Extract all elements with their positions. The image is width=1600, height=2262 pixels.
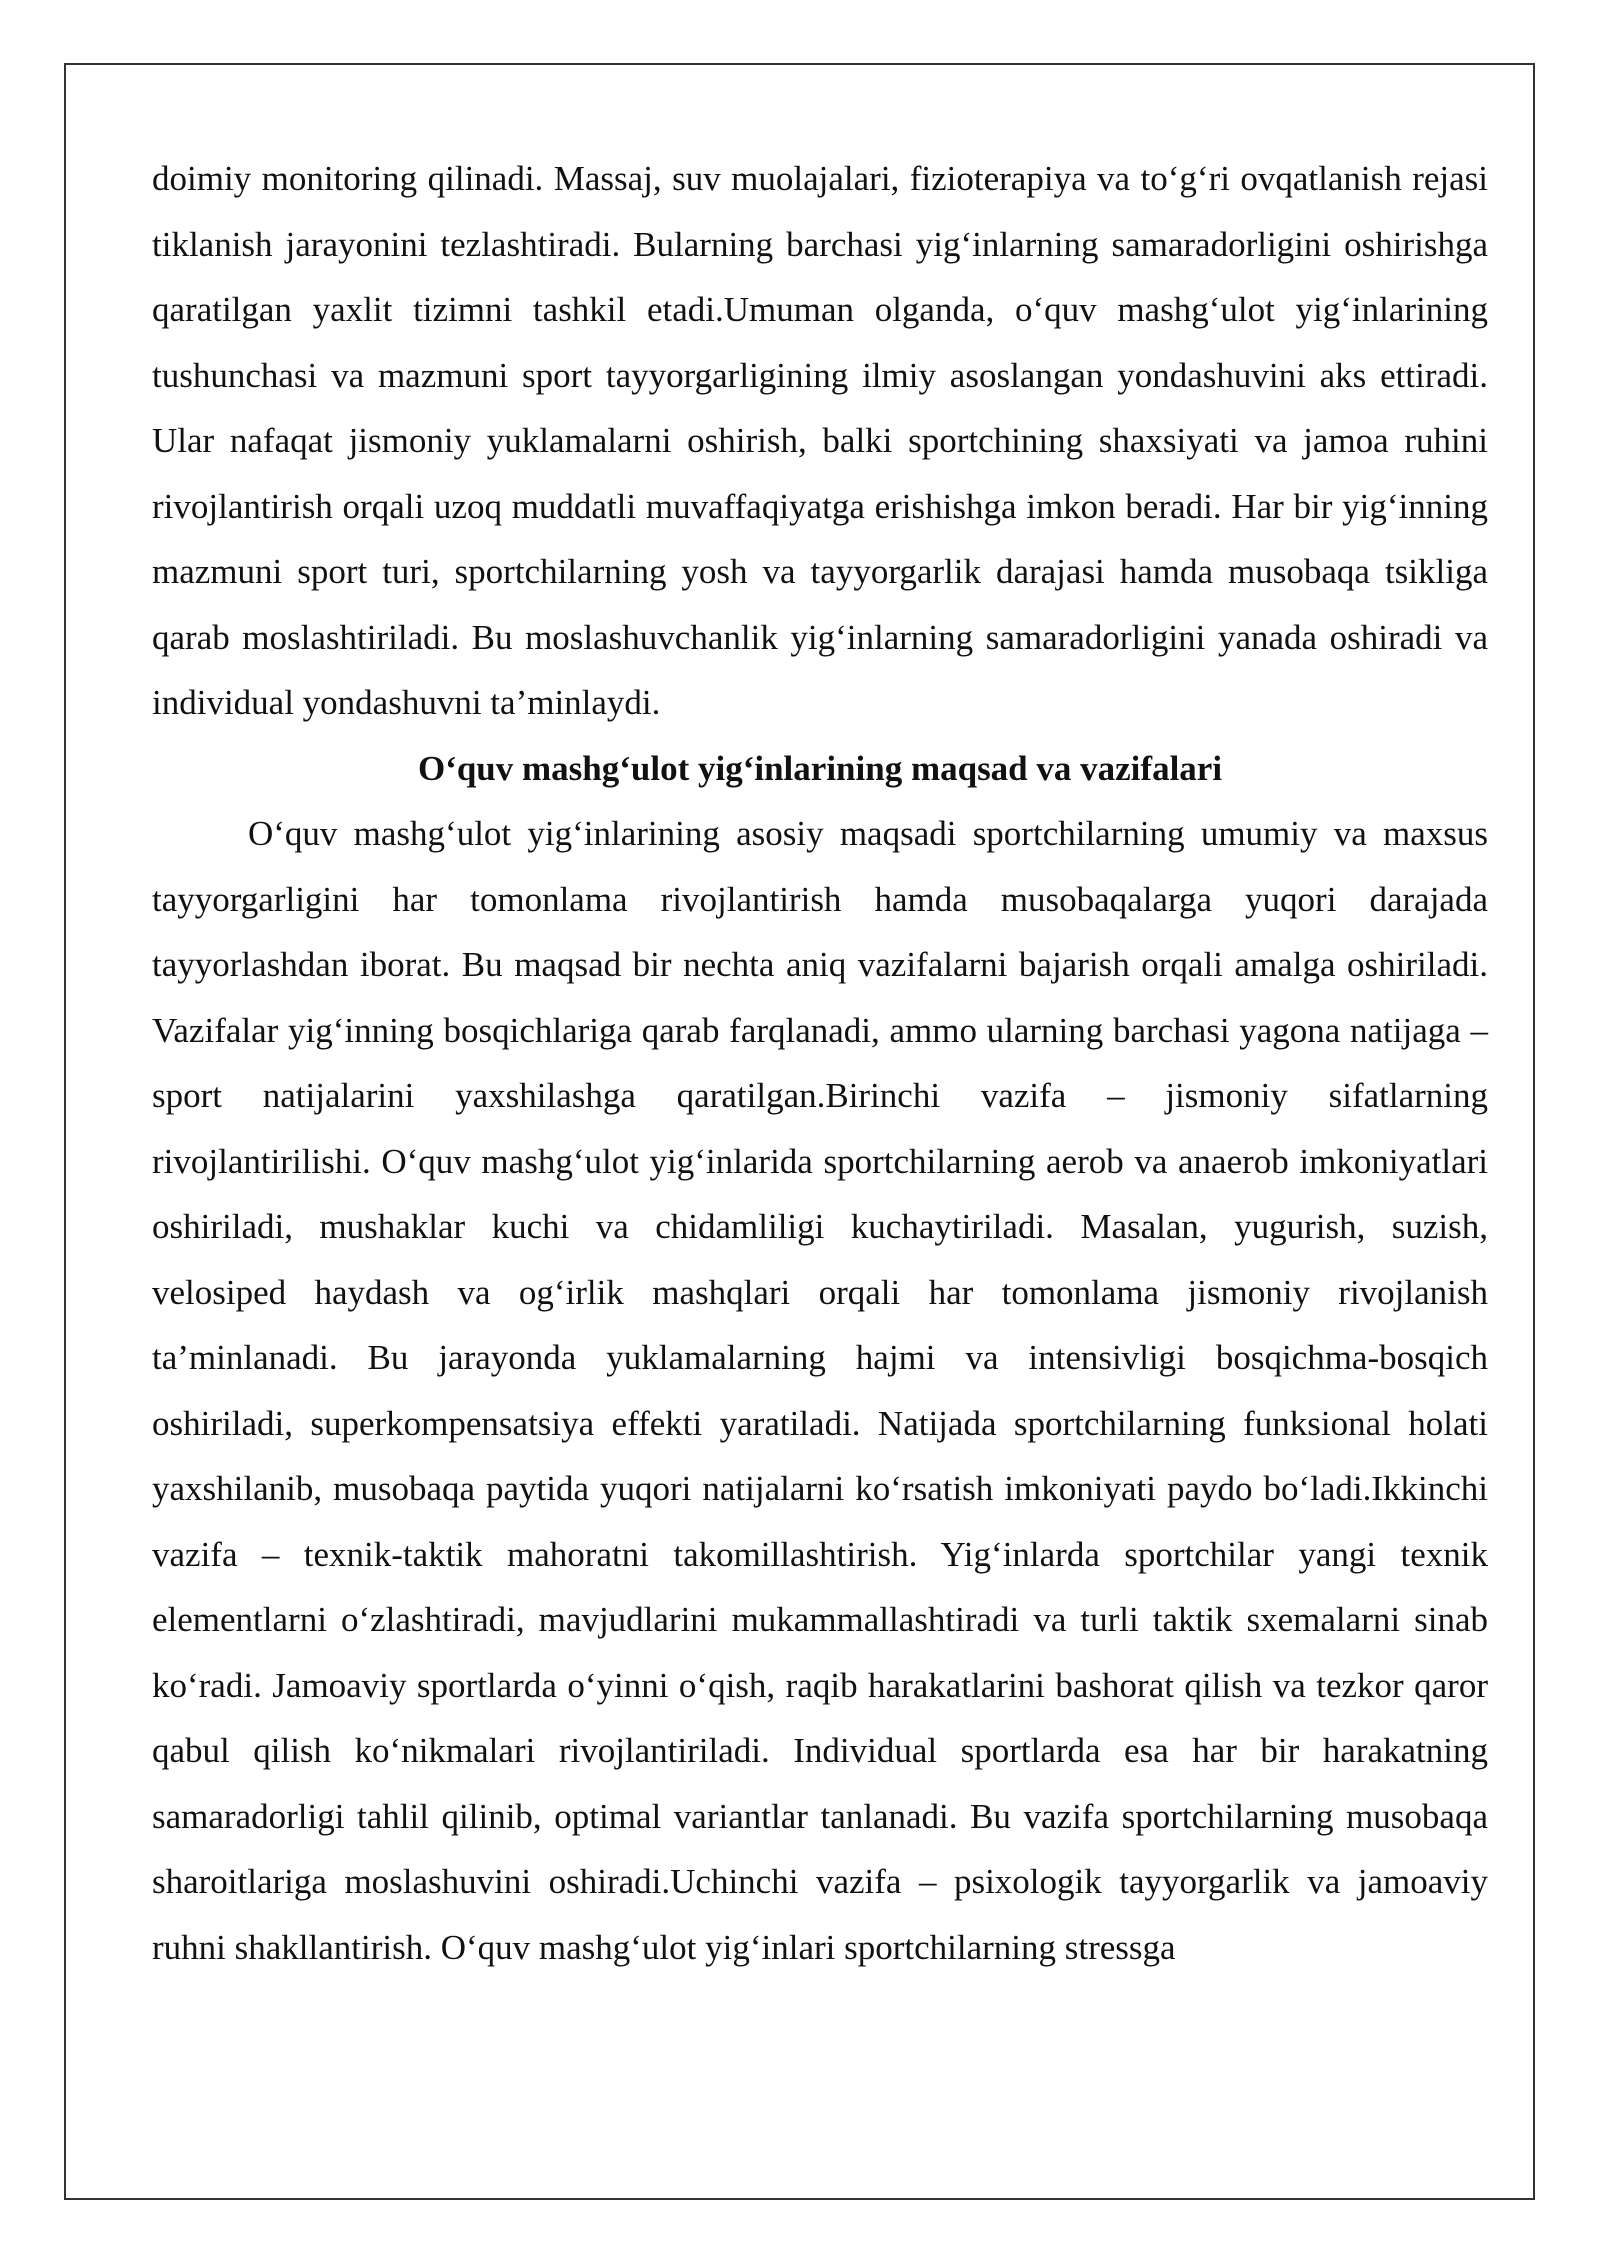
- document-body: [152, 146, 1488, 1980]
- body-paragraph: O‘quv mashg‘ulot yig‘inlarining asosiy maqsadi sportchilarning umumiy va maxsus tayyorgarligini har tomonlama rivojlantirish hamda musobaqalarga yuqori darajada tayyorlashdan iborat. Bu maqsad bir nechta aniq vazifalarni bajarish orqali amalga oshiriladi. Vazifalar yig‘inning bosqichlariga qarab farqlanadi, ammo ularning barchasi yagona natijaga – sport natijalarini yaxshilashga qaratilgan.Birinchi vazifa – jismoniy sifatlarning rivojlantirilishi. O‘quv mashg‘ulot yig‘inlarida sportchilarning aerob va anaerob imkoniyatlari oshiriladi, mushaklar kuchi va chidamliligi kuchaytiriladi. Masalan, yugurish, suzish, velosiped haydash va og‘irlik mashqlari orqali har tomonlama jismoniy rivojlanish ta’minlanadi. Bu jarayonda yuklamalarning hajmi va intensivligi bosqichma-bosqich oshiriladi, superkompensatsiya effekti yaratiladi. Natijada sportchilarning funksional holati yaxshilanib, musobaqa paytida yuqori natijalarni ko‘rsatish imkoniyati paydo bo‘ladi.Ikkinchi vazifa – texnik-taktik mahoratni takomillashtirish. Yig‘inlarda sportchilar yangi texnik elementlarni o‘zlashtiradi, mavjudlarini mukammallashtiradi va turli taktik sxemalarni sinab ko‘radi. Jamoaviy sportlarda o‘yinni o‘qish, raqib harakatlarini bashorat qilish va tezkor qaror qabul qilish ko‘nikmalari rivojlantiriladi. Individual sportlarda esa har bir harakatning samaradorligi tahlil qilinib, optimal variantlar tanlanadi. Bu vazifa sportchilarning musobaqa sharoitlariga moslashuvini oshiradi.Uchinchi vazifa – psixologik tayyorgarlik va jamoaviy ruhni shakllantirish. O‘quv mashg‘ulot yig‘inlari sportchilarning stressga: [152, 814, 1488, 1967]
- section-heading: O‘quv mashg‘ulot yig‘inlarining maqsad va vazifalari: [417, 748, 1223, 788]
- body-paragraph: doimiy monitoring qilinadi. Massaj, suv muolajalari, fizioterapiya va to‘g‘ri ovqatlanish rejasi tiklanish jarayonini tezlashtiradi. Bularning barchasi yig‘inlarning samaradorligini oshirishga qaratilgan yaxlit tizimni tashkil etadi.Umuman olganda, o‘quv mashg‘ulot yig‘inlarining tushunchasi va mazmuni sport tayyorgarligining ilmiy asoslangan yondashuvini aks ettiradi. Ular nafaqat jismoniy yuklamalarni oshirish, balki sportchining shaxsiyati va jamoa ruhini rivojlantirish orqali uzoq muddatli muvaffaqiyatga erishishga imkon beradi. Har bir yig‘inning mazmuni sport turi, sportchilarning yosh va tayyorgarlik darajasi hamda musobaqa tsikliga qarab moslashtiriladi. Bu moslashuvchanlik yig‘inlarning samaradorligini yanada oshiradi va individual yondashuvni ta’minlaydi.: [152, 159, 1488, 722]
